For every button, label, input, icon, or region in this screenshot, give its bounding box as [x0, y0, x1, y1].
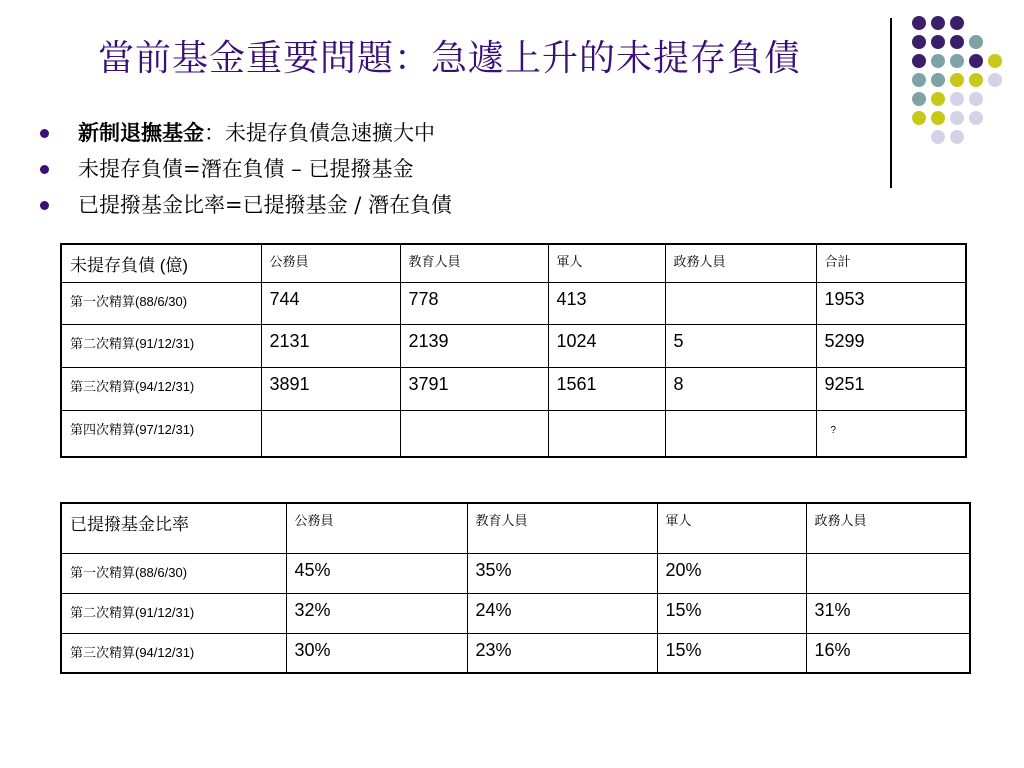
- bullet-text: ：未提存負債急速擴大中: [204, 121, 435, 145]
- table-cell: ?: [816, 411, 966, 457]
- table-header-cell: 教育人員: [467, 503, 657, 553]
- bullet-item: [40, 118, 452, 154]
- table-cell: 15%: [657, 593, 806, 633]
- table-row: [61, 368, 966, 411]
- table-header-cell: 政務人員: [806, 503, 970, 553]
- table-cell: 31%: [806, 593, 970, 633]
- table-cell: 35%: [467, 553, 657, 593]
- table-header-cell: 公務員: [261, 244, 400, 283]
- decorative-dot: [912, 92, 926, 106]
- bullet-text: 已提撥基金比率=已提撥基金 / 潛在負債: [78, 193, 453, 217]
- table-cell: 2131: [261, 325, 400, 368]
- table-header-row: [61, 244, 966, 283]
- table-cell: 23%: [467, 633, 657, 673]
- decorative-dot: [931, 73, 945, 87]
- decorative-dot: [969, 54, 983, 68]
- row-label: 第四次精算(97/12/31): [61, 411, 261, 457]
- table-cell: [261, 411, 400, 457]
- bullet-text: 未提存負債=潛在負債 – 已提撥基金: [78, 157, 414, 181]
- table-cell: 24%: [467, 593, 657, 633]
- table-cell: 744: [261, 283, 400, 325]
- row-label: 第一次精算(88/6/30): [61, 283, 261, 325]
- table-cell: 20%: [657, 553, 806, 593]
- bullet-icon: [40, 201, 49, 210]
- decorative-dot: [950, 16, 964, 30]
- bullet-icon: [40, 165, 49, 174]
- table-cell: 30%: [286, 633, 467, 673]
- unfunded-liability-table: [60, 243, 967, 458]
- slide-title: 當前基金重要問題：急遽上升的未提存負債: [98, 38, 802, 79]
- table-cell: 16%: [806, 633, 970, 673]
- decorative-dot: [931, 54, 945, 68]
- decorative-dot: [950, 92, 964, 106]
- table-cell: 5: [665, 325, 816, 368]
- table-cell: [665, 283, 816, 325]
- decorative-dot: [931, 111, 945, 125]
- bullet-bold-text: 新制退撫基金: [78, 120, 204, 145]
- table-cell: 413: [548, 283, 665, 325]
- decorative-dot: [931, 130, 945, 144]
- table-cell: 45%: [286, 553, 467, 593]
- divider-line: [890, 18, 892, 188]
- table-row: [61, 325, 966, 368]
- funded-ratio-table: [60, 502, 971, 674]
- table-cell: 1953: [816, 283, 966, 325]
- decorative-dot: [950, 111, 964, 125]
- table-header-cell: 軍人: [548, 244, 665, 283]
- table-row: [61, 411, 966, 457]
- decorative-dot: [988, 73, 1002, 87]
- table-cell: [806, 553, 970, 593]
- decorative-dot: [912, 35, 926, 49]
- bullet-item: [40, 154, 452, 190]
- decorative-dot: [950, 73, 964, 87]
- table-row: [61, 633, 970, 673]
- table-header-cell: 未提存負債 (億): [61, 244, 261, 283]
- table-cell: 8: [665, 368, 816, 411]
- table-cell: 32%: [286, 593, 467, 633]
- table-cell: [665, 411, 816, 457]
- table-cell: [548, 411, 665, 457]
- table-header-row: [61, 503, 970, 553]
- decorative-dot: [950, 35, 964, 49]
- table-header-cell: 軍人: [657, 503, 806, 553]
- table-header-cell: 政務人員: [665, 244, 816, 283]
- decorative-dot: [950, 130, 964, 144]
- decorative-dot: [931, 35, 945, 49]
- table-header-cell: 已提撥基金比率: [61, 503, 286, 553]
- table-cell: 3891: [261, 368, 400, 411]
- table-cell: 1561: [548, 368, 665, 411]
- row-label: 第二次精算(91/12/31): [61, 593, 286, 633]
- row-label: 第三次精算(94/12/31): [61, 633, 286, 673]
- bullet-icon: [40, 129, 49, 138]
- decorative-dot: [988, 54, 1002, 68]
- table-cell: 15%: [657, 633, 806, 673]
- decorative-dot: [969, 111, 983, 125]
- row-label: 第一次精算(88/6/30): [61, 553, 286, 593]
- decorative-dot: [969, 92, 983, 106]
- decorative-dot: [912, 111, 926, 125]
- table-row: [61, 593, 970, 633]
- table-cell: 3791: [400, 368, 548, 411]
- table-row: [61, 553, 970, 593]
- table-cell: 1024: [548, 325, 665, 368]
- decorative-dot: [931, 16, 945, 30]
- decorative-dot: [912, 16, 926, 30]
- row-label: 第二次精算(91/12/31): [61, 325, 261, 368]
- table-cell: [400, 411, 548, 457]
- decorative-dot: [969, 35, 983, 49]
- table-header-cell: 合計: [816, 244, 966, 283]
- table-cell: 5299: [816, 325, 966, 368]
- table-header-cell: 教育人員: [400, 244, 548, 283]
- table-cell: 778: [400, 283, 548, 325]
- decorative-dot: [931, 92, 945, 106]
- row-label: 第三次精算(94/12/31): [61, 368, 261, 411]
- bullet-list: [40, 118, 452, 226]
- decorative-dot: [950, 54, 964, 68]
- table-row: [61, 283, 966, 325]
- bullet-item: [40, 190, 452, 226]
- table-header-cell: 公務員: [286, 503, 467, 553]
- table-cell: 2139: [400, 325, 548, 368]
- decorative-dot: [912, 73, 926, 87]
- decorative-dot: [912, 54, 926, 68]
- table-cell: 9251: [816, 368, 966, 411]
- decorative-dot: [969, 73, 983, 87]
